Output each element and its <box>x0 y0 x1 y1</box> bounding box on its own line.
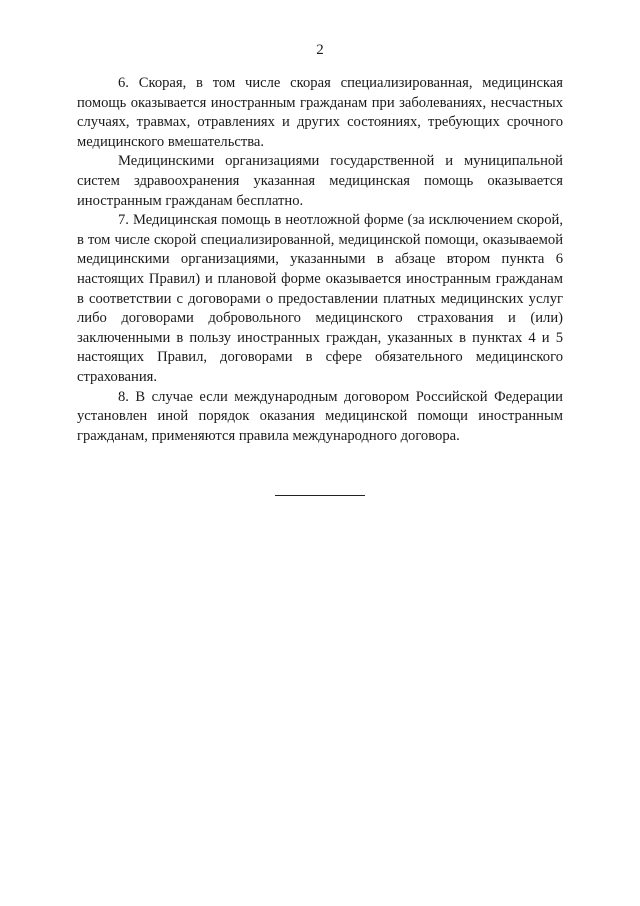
end-separator-line <box>275 495 365 496</box>
paragraph-6: 6. Скорая, в том числе скорая специализированная, медицинская помощь оказывается иностранным гражданам при заболеваниях, несчастных случаях, травмах, отравлениях и других состояниях, требующих срочного медицинского вмешательства. <box>77 75 563 150</box>
paragraph-6-free-care: Медицинскими организациями государственной и муниципальной систем здравоохранения указанная медицинская помощь оказывается иностранным гражданам бесплатно. <box>77 153 563 209</box>
paragraph-8: 8. В случае если международным договором Российской Федерации установлен иной порядок оказания медицинской помощи иностранным гражданам, применяются правила международного договора. <box>77 388 563 444</box>
paragraph-7: 7. Медицинская помощь в неотложной форме (за исключением скорой, в том числе скорой специализированной, медицинской помощи, оказываемой медицинскими организациями, указанными в абзаце втором пункта 6 настоящих Правил) и плановой форме оказывается иностранным гражданам в соответствии с договорами о предоставлении платных медицинских услуг либо договорами добровольного медицинского страхования и (или) заключенными в пользу иностранных граждан, указанных в пунктах 4 и 5 настоящих Правил, договорами в сфере обязательного медицинского страхования. <box>77 212 563 385</box>
page-number: 2 <box>316 42 324 58</box>
document-body <box>77 74 563 446</box>
